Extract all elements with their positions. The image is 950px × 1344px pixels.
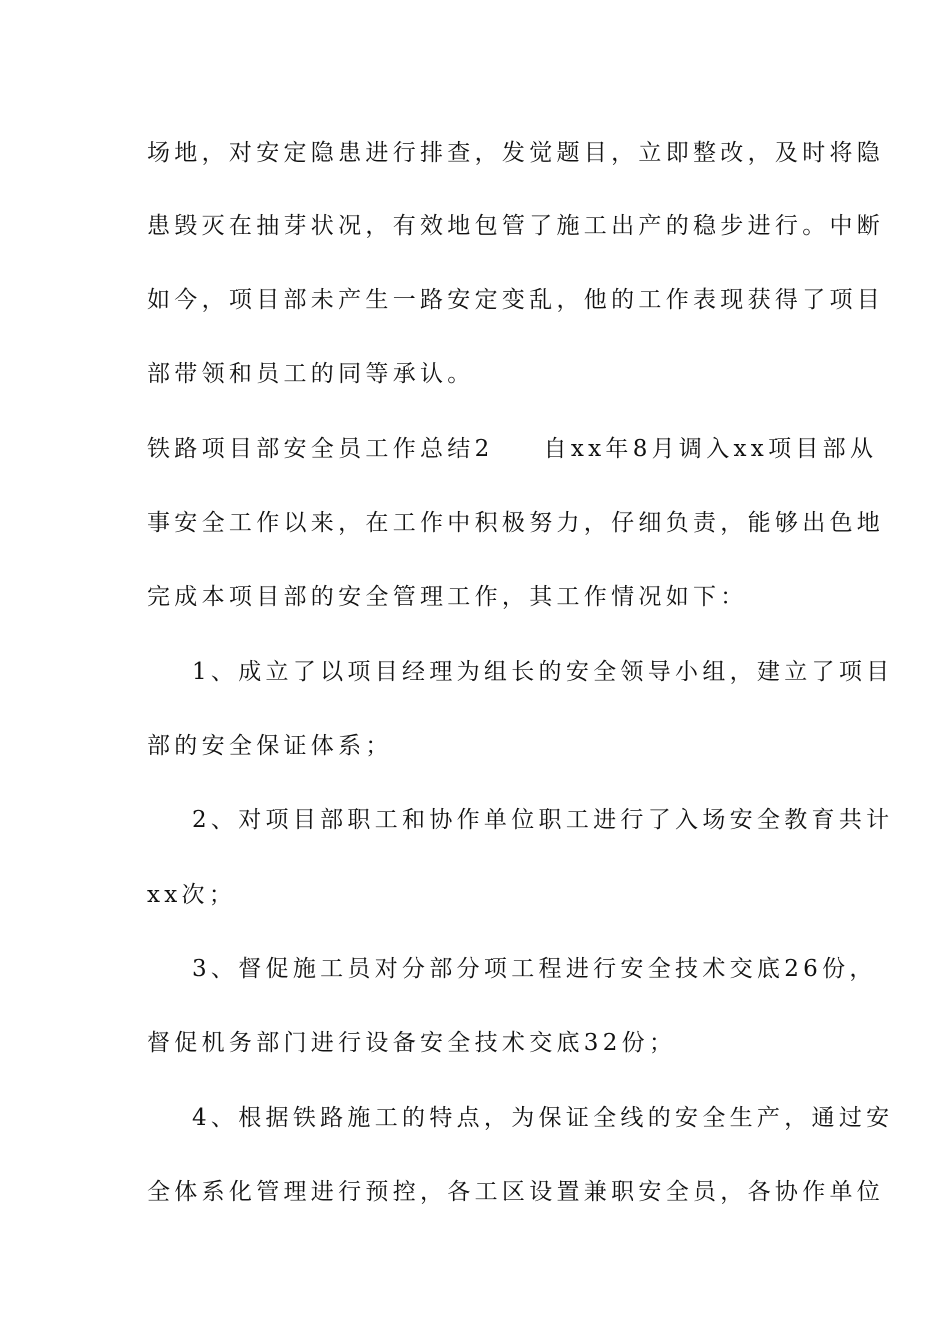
paragraph-line: 部带领和员工的同等承认。 (147, 361, 475, 387)
section-title: 铁路项目部安全员工作总结2 (147, 436, 494, 462)
list-item-2-cont: xx次； (147, 882, 237, 908)
paragraph-line: 场地，对安定隐患进行排查，发觉题目，立即整改，及时将隐 (147, 140, 885, 166)
list-item-2: 2、对项目部职工和协作单位职工进行了入场安全教育共计 (192, 807, 894, 833)
list-item-3: 3、督促施工员对分部分项工程进行安全技术交底26份， (192, 956, 877, 982)
section-first-line: 自xx年8月调入xx项目部从 (543, 436, 878, 462)
paragraph-line: 如今，项目部未产生一路安定变乱，他的工作表现获得了项目 (147, 287, 885, 313)
list-item-1: 1、成立了以项目经理为组长的安全领导小组，建立了项目 (192, 659, 894, 685)
list-item-1-cont: 部的安全保证体系； (147, 733, 393, 759)
paragraph-line: 完成本项目部的安全管理工作，其工作情况如下： (147, 584, 748, 610)
list-item-3-cont: 督促机务部门进行设备安全技术交底32份； (147, 1030, 677, 1056)
section-heading-line (147, 429, 878, 469)
paragraph-line: 患毁灭在抽芽状况，有效地包管了施工出产的稳步进行。中断 (147, 213, 885, 239)
list-item-4-cont: 全体系化管理进行预控，各工区设置兼职安全员，各协作单位 (147, 1179, 885, 1205)
paragraph-line: 事安全工作以来，在工作中积极努力，仔细负责，能够出色地 (147, 510, 885, 536)
list-item-4: 4、根据铁路施工的特点，为保证全线的安全生产，通过安 (192, 1105, 894, 1131)
